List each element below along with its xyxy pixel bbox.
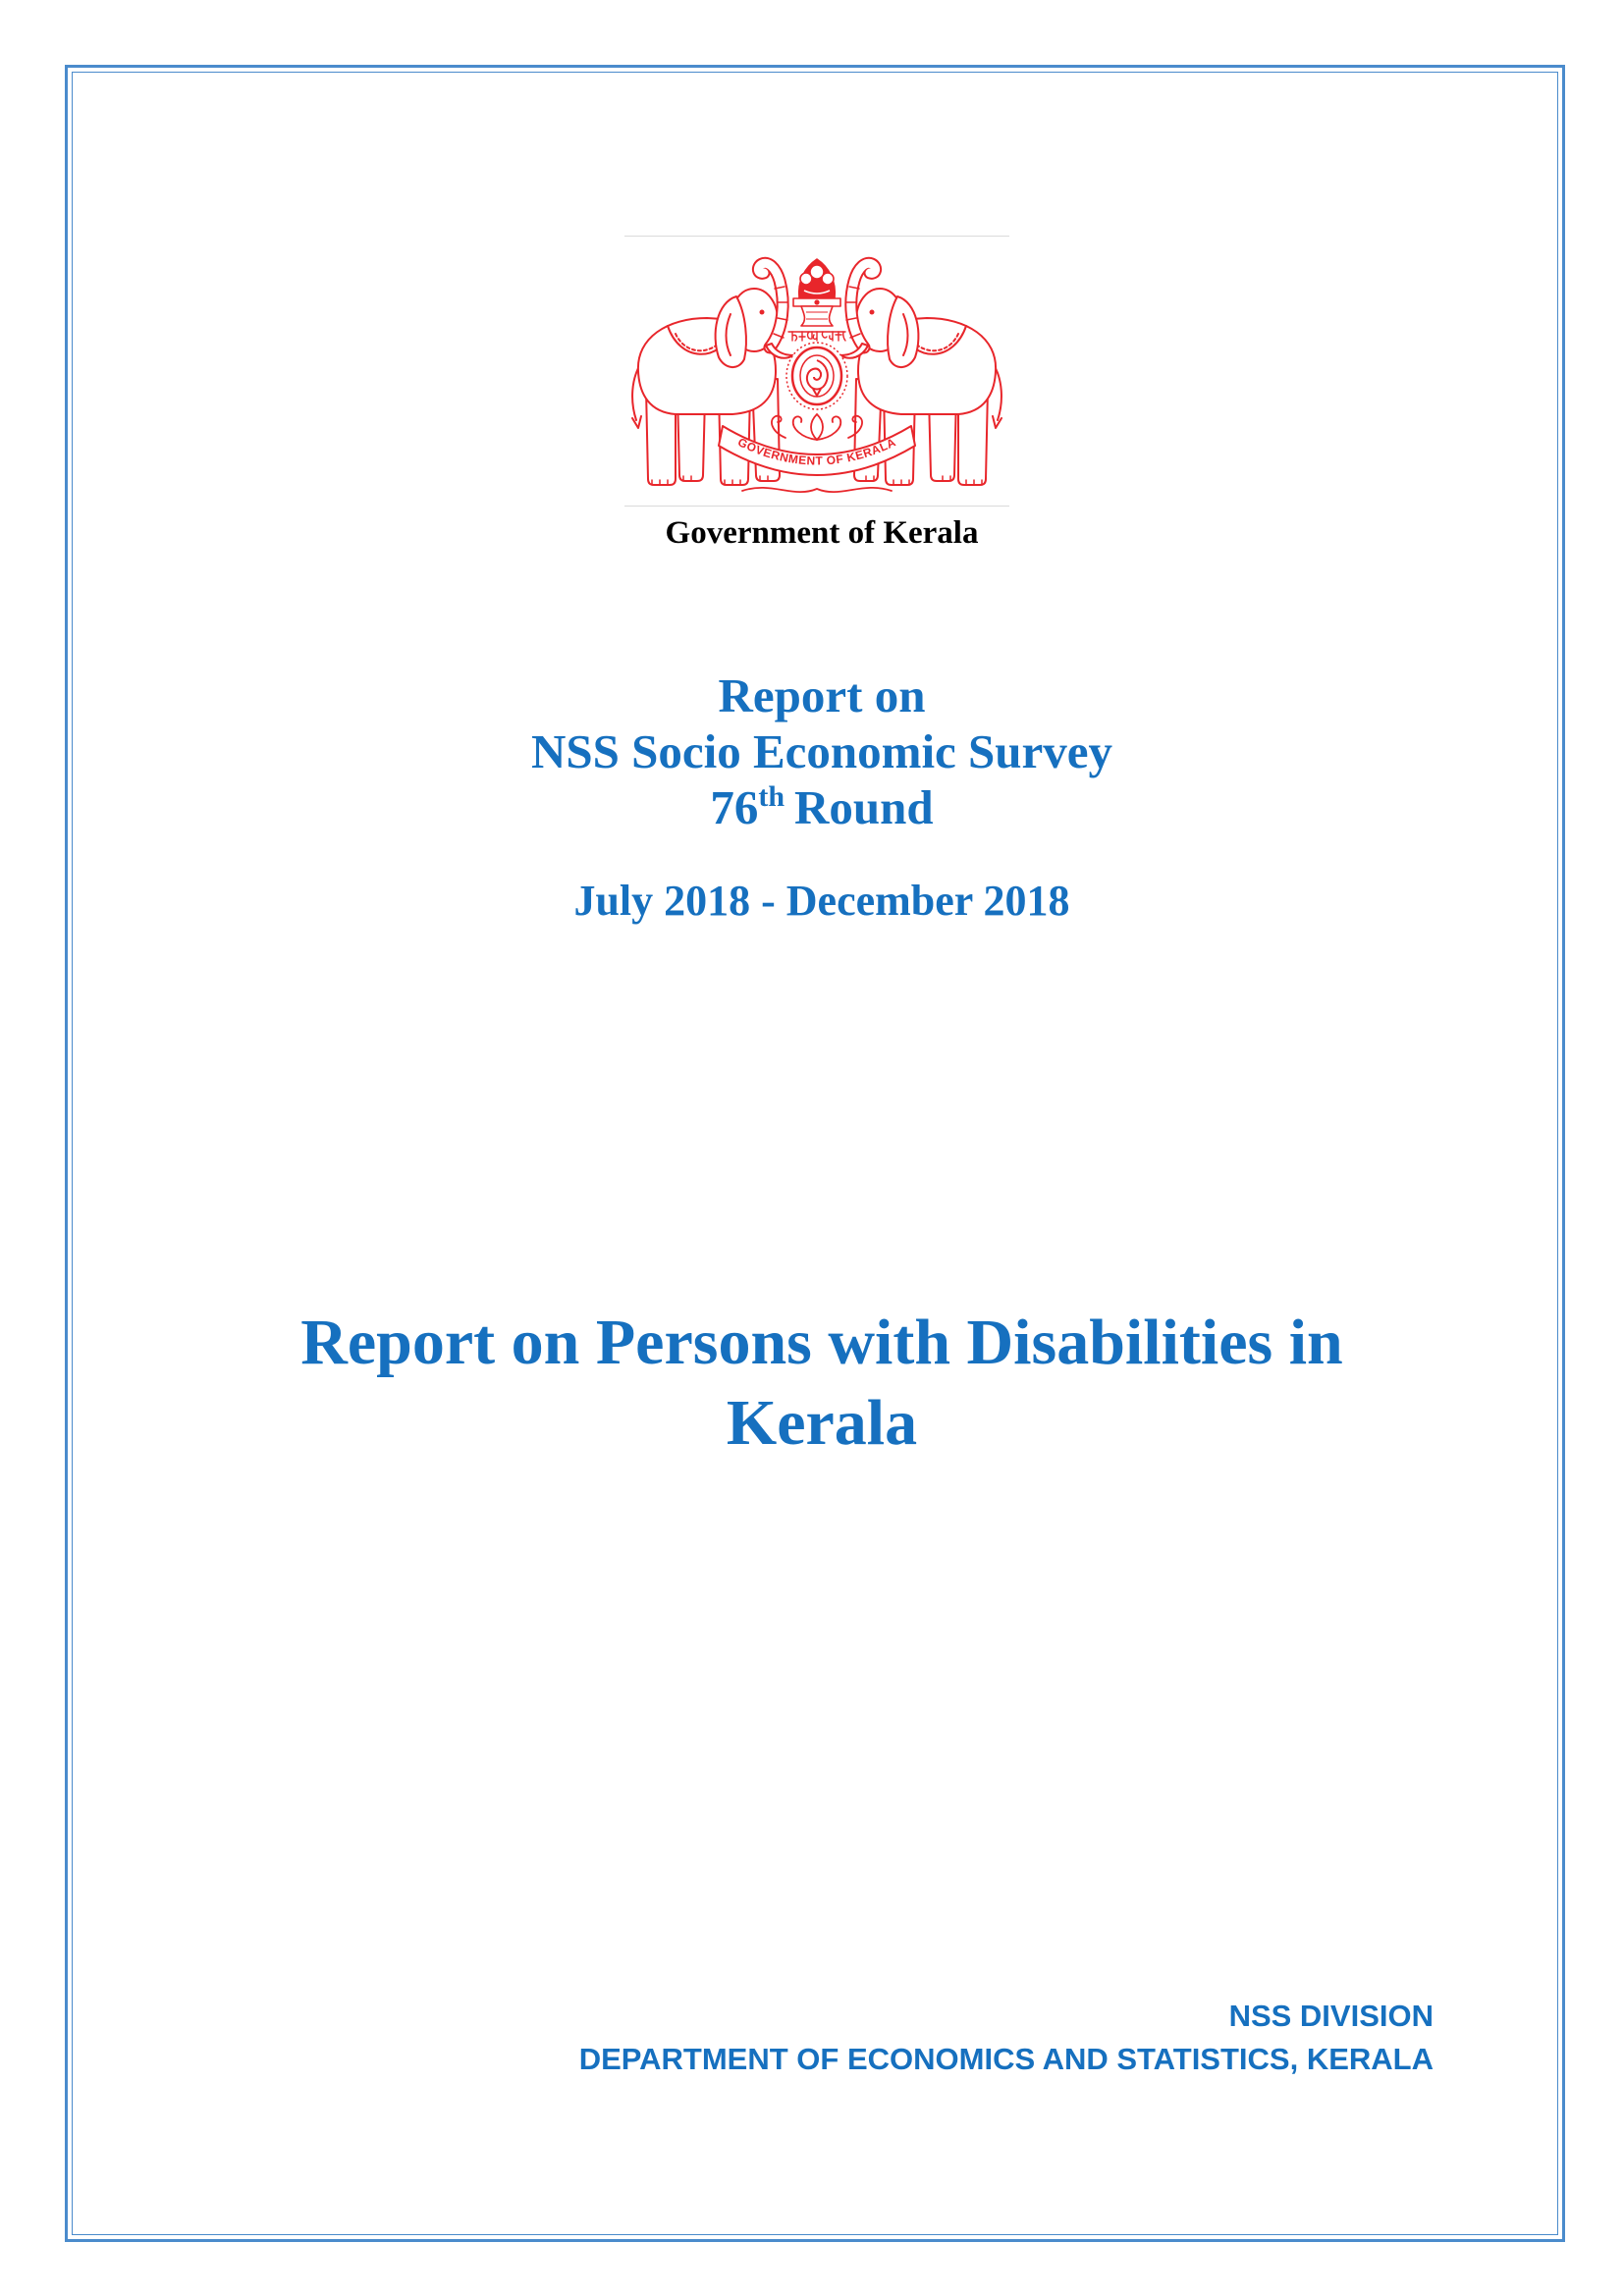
lotus-scroll-ornament <box>772 414 862 440</box>
round-suffix: th <box>758 780 785 813</box>
motto-lettering <box>788 332 845 341</box>
survey-period: July 2018 - December 2018 <box>573 877 1070 925</box>
survey-line-report-on: Report on <box>718 668 926 722</box>
emblem-caption: Government of Kerala <box>665 515 979 551</box>
survey-line-name: NSS Socio Economic Survey <box>530 724 1113 778</box>
issuer-department: DEPARTMENT OF ECONOMICS AND STATISTICS, KERALA <box>578 2042 1434 2076</box>
issuer-block <box>446 1995 1434 2081</box>
ribbon-text: GOVERNMENT OF KERALA <box>735 435 898 468</box>
issuer-division: NSS DIVISION <box>1228 1999 1434 2033</box>
survey-round <box>233 779 1411 835</box>
report-title <box>233 1303 1411 1464</box>
round-number: 76 <box>710 780 759 834</box>
base-scroll-ornament <box>742 488 892 492</box>
kerala-state-emblem <box>624 236 1009 507</box>
survey-heading <box>233 667 1411 835</box>
report-title-line-2: Kerala <box>726 1387 918 1459</box>
report-title-line-1: Report on Persons with Disabilities in <box>300 1307 1343 1378</box>
round-label: Round <box>794 780 934 834</box>
lion-capital-icon <box>793 259 840 326</box>
conch-shield-icon <box>786 343 847 409</box>
